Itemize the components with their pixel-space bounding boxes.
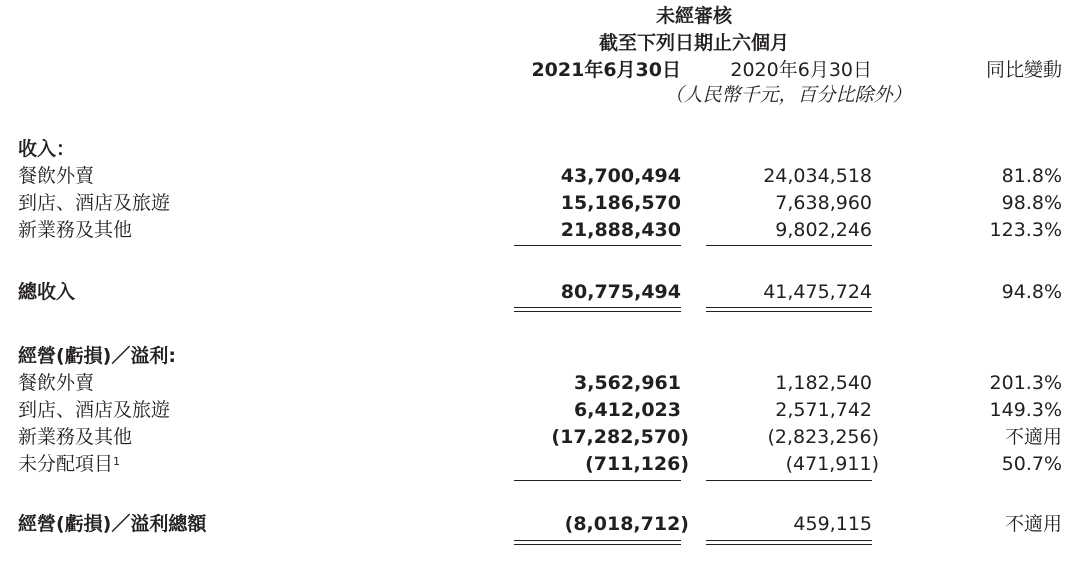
value-change: 不適用 [1004,426,1062,448]
row-label: 到店、酒店及旅遊 [18,399,171,421]
row-label: 餐飲外賣 [18,372,95,394]
value-change: 98.8% [1001,192,1062,214]
total-2020: 41,475,724 [763,281,872,303]
subtotal-rule [514,480,681,481]
value-change: 123.3% [989,219,1062,241]
value-change: 149.3% [989,399,1062,421]
double-rule [514,540,681,541]
row-label: 到店、酒店及旅遊 [18,192,171,214]
total-change: 94.8% [1001,281,1062,303]
double-rule [706,540,872,541]
footnote-marker: 1 [113,455,121,468]
value-2021: (17,282,570) [551,426,689,448]
operating-heading: 經營(虧損)／溢利: [18,345,176,367]
total-2021: (8,018,712) [564,513,689,535]
col-header-2020: 2020年6月30日 [730,59,872,81]
subtotal-rule [514,245,681,246]
value-2020: 2,571,742 [775,399,872,421]
double-rule [514,311,681,312]
value-2021: 43,700,494 [560,165,681,187]
value-change: 81.8% [1001,165,1062,187]
subtotal-rule [706,245,872,246]
total-change: 不適用 [1004,513,1062,535]
value-2021: 21,888,430 [560,219,681,241]
value-2020: 1,182,540 [775,372,872,394]
double-rule [706,307,872,308]
double-rule [706,311,872,312]
value-2020: 9,802,246 [775,219,872,241]
value-2021: (711,126) [585,453,689,475]
double-rule [706,544,872,545]
value-2020: 7,638,960 [775,192,872,214]
header-period: 截至下列日期止六個月 [598,32,790,54]
double-rule [514,544,681,545]
col-header-change: 同比變動 [985,59,1062,81]
row-label: 餐飲外賣 [18,165,95,187]
value-2021: 6,412,023 [574,399,681,421]
col-header-2021: 2021年6月30日 [531,59,681,81]
total-label: 經營(虧損)／溢利總額 [18,513,207,535]
revenue-heading: 收入： [18,138,76,160]
row-label [18,453,120,475]
row-label: 新業務及其他 [18,219,133,241]
total-label: 總收入 [18,281,76,303]
value-2020: (2,823,256) [767,426,879,448]
row-label: 新業務及其他 [18,426,133,448]
value-change: 50.7% [1001,453,1062,475]
value-2020: 24,034,518 [763,165,872,187]
row-label-text: 未分配項目 [18,453,114,475]
value-2021: 3,562,961 [574,372,681,394]
double-rule [514,307,681,308]
value-change: 201.3% [989,372,1062,394]
subtotal-rule [706,480,872,481]
value-2020: (471,911) [785,453,879,475]
value-2021: 15,186,570 [560,192,681,214]
total-2021: 80,775,494 [560,281,681,303]
header-title: 未經審核 [655,5,733,27]
total-2020: 459,115 [793,513,872,535]
unit-note: （人民幣千元，百分比除外） [664,84,912,106]
